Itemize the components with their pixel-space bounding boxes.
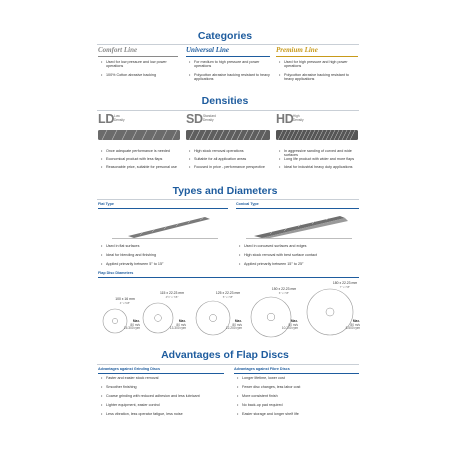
sd-flap-illustration xyxy=(186,127,270,143)
diameters-heading: Flap Disc Diameters xyxy=(98,271,134,275)
types-rule xyxy=(97,199,359,200)
categories-title: Categories xyxy=(197,30,253,42)
disc-3-speed xyxy=(220,320,242,331)
disc-5-rpm-2: 8.500 rpm xyxy=(345,326,360,331)
disc-2-size-mm: 115 x 22.23 mm xyxy=(159,291,185,295)
conical-bullet-1: • Used in concaved surfaces and edges xyxy=(239,244,363,248)
fibre-bullet-4: • No back-up pad required xyxy=(237,403,359,407)
densities-title: Densities xyxy=(201,95,249,107)
premium-line-title: Premium Line xyxy=(276,46,318,54)
disc-5-size-inch: 7" x 7/8" xyxy=(339,284,351,289)
universal-bullet-1: • For medium to high pressure and power operations xyxy=(189,60,271,69)
disc-2-size xyxy=(148,292,196,300)
hd-flap-illustration xyxy=(276,127,358,143)
disc-4-max: Max. xyxy=(290,319,298,323)
flat-bullet-1: • Used in flat surfaces xyxy=(101,244,231,248)
advantages-rule xyxy=(97,364,359,365)
conical-bullet-2: • High stock removal with best surface contact xyxy=(239,253,363,257)
ld-label-2: Density xyxy=(114,118,125,122)
disc-2-size-inch: 4½" x 7/8" xyxy=(165,294,179,299)
disc-3-rpm-2: 12.200 rpm xyxy=(225,326,242,331)
ld-code: LD xyxy=(98,112,115,126)
disc-1-size-inch: 4" x 5/8" xyxy=(119,300,131,305)
hd-label-2: Density xyxy=(293,118,304,122)
fibre-bullet-5: • Easier storage and longer shelf life xyxy=(237,412,359,416)
diameters-underline xyxy=(98,277,359,278)
ld-bullet-1: • Once adequate performance is needed xyxy=(101,149,181,153)
comfort-bullet-2: • 100% Cotton abrasive backing xyxy=(101,73,181,77)
fibre-bullet-1: • Longer lifetime, lower cost xyxy=(237,376,359,380)
disc-5-speed xyxy=(336,320,360,331)
disc-4-size xyxy=(260,288,308,296)
disc-3-size-mm: 125 x 22.23 mm xyxy=(215,291,241,295)
disc-4-speed xyxy=(276,320,298,331)
disc-5-size-mm: 180 x 22.23 mm xyxy=(332,281,358,285)
ld-bullet-3: • Reasonable price, suitable for personal use xyxy=(101,165,183,169)
disc-2-rpm-2: 13.300 rpm xyxy=(169,326,186,331)
disc-2-speed xyxy=(166,320,186,331)
fibre-heading: Advantages against Fibre Discs xyxy=(234,367,290,371)
disc-3-rpm-1: 80 m/s xyxy=(232,322,242,327)
disc-4-icon xyxy=(250,296,292,338)
grinding-bullet-2: • Smoother finishing xyxy=(101,385,227,389)
conical-type-illustration xyxy=(244,212,354,240)
disc-1-rpm-2: 15.300 rpm xyxy=(123,326,140,331)
flat-bullet-2: • Ideal for blending and finishing xyxy=(101,253,231,257)
disc-4-rpm-1: 80 m/s xyxy=(288,322,298,327)
comfort-bullet-1: • Used for low pressure and low power operations xyxy=(101,60,181,69)
premium-line-underline xyxy=(276,56,358,57)
hd-label-1: High xyxy=(293,114,300,118)
hd-bullet-1: • In aggressive sanding of curved and wide surfaces xyxy=(279,149,361,158)
premium-bullet-1: • Used for high pressure and high power operations xyxy=(279,60,359,69)
densities-rule xyxy=(97,110,359,111)
fibre-underline xyxy=(234,373,359,374)
disc-3-size xyxy=(204,292,252,300)
advantages-title: Advantages of Flap Discs xyxy=(161,349,289,361)
disc-1-max: Max. xyxy=(132,319,140,323)
grinding-bullet-1: • Faster and easier stock removal xyxy=(101,376,227,380)
disc-1-size xyxy=(105,298,145,306)
sd-label-1: Standard xyxy=(203,114,216,118)
ld-label-1: Low xyxy=(114,114,120,118)
universal-bullet-2: • Polycotton abrasive backing resistant to heavy applications xyxy=(189,73,271,82)
fibre-bullet-3: • More consistent finish xyxy=(237,394,359,398)
sd-bullet-1: • High stock removal operations xyxy=(189,149,271,153)
hd-bullet-3: • Ideal for industrial heavy duty applications xyxy=(279,165,361,169)
disc-4-rpm-2: 10.200 rpm xyxy=(281,326,298,331)
sd-bullet-2: • Suitable for all application areas xyxy=(189,157,271,161)
categories-rule xyxy=(97,44,359,45)
premium-bullet-2: • Polycotton abrasive backing resistant to heavy applications xyxy=(279,73,359,82)
conical-bullet-3: • Applied primarily between 15° to 25° xyxy=(239,262,363,266)
types-title: Types and Diameters xyxy=(172,185,278,197)
ld-flap-illustration xyxy=(98,127,180,143)
grinding-bullet-3: • Coarse grinding with reduced adhesion and less lubricant xyxy=(101,394,229,398)
disc-4-size-mm: 150 x 22.23 mm xyxy=(271,287,297,291)
disc-3-max: Max. xyxy=(234,319,242,323)
disc-2-rpm-1: 80 m/s xyxy=(176,322,186,327)
flat-type-illustration xyxy=(110,212,220,240)
grinding-underline xyxy=(98,373,224,374)
conical-type-underline xyxy=(236,208,359,209)
disc-5-rpm-1: 80 m/s xyxy=(350,322,360,327)
universal-line-title: Universal Line xyxy=(186,46,229,54)
flat-type-heading: Flat Type xyxy=(98,202,114,206)
ld-bullet-2: • Economical product with less flaps xyxy=(101,157,181,161)
disc-1-size-mm: 100 x 16 mm xyxy=(115,297,135,301)
disc-1-speed xyxy=(120,320,140,331)
universal-line-underline xyxy=(186,56,270,57)
disc-2-max: Max. xyxy=(178,319,186,323)
flat-bullet-3: • Applied primarily between 5° to 15° xyxy=(101,262,231,266)
comfort-line-title: Comfort Line xyxy=(98,46,138,54)
sd-bullet-3: • Focused in price - performance perspective xyxy=(189,165,273,169)
disc-3-size-inch: 5" x 7/8" xyxy=(222,294,234,299)
sd-code: SD xyxy=(186,112,203,126)
disc-1-rpm-1: 80 m/s xyxy=(130,322,140,327)
grinding-bullet-4: • Lighter equipment, easier control xyxy=(101,403,227,407)
hd-code: HD xyxy=(276,112,294,126)
grinding-bullet-5: • Less vibration, less operator fatigue, less noise xyxy=(101,412,229,416)
disc-4-size-inch: 6" x 7/8" xyxy=(278,290,290,295)
flat-type-underline xyxy=(98,208,228,209)
sd-label-2: Density xyxy=(203,118,214,122)
grinding-heading: Advantages against Grinding Discs xyxy=(98,367,161,371)
fibre-bullet-2: • Fewer disc changes, less labor cost xyxy=(237,385,359,389)
conical-type-heading: Conical Type xyxy=(236,202,259,206)
comfort-line-underline xyxy=(98,56,178,57)
disc-5-max: Max. xyxy=(352,319,360,323)
hd-bullet-2: • Long life product with wider and more flaps xyxy=(279,157,361,161)
